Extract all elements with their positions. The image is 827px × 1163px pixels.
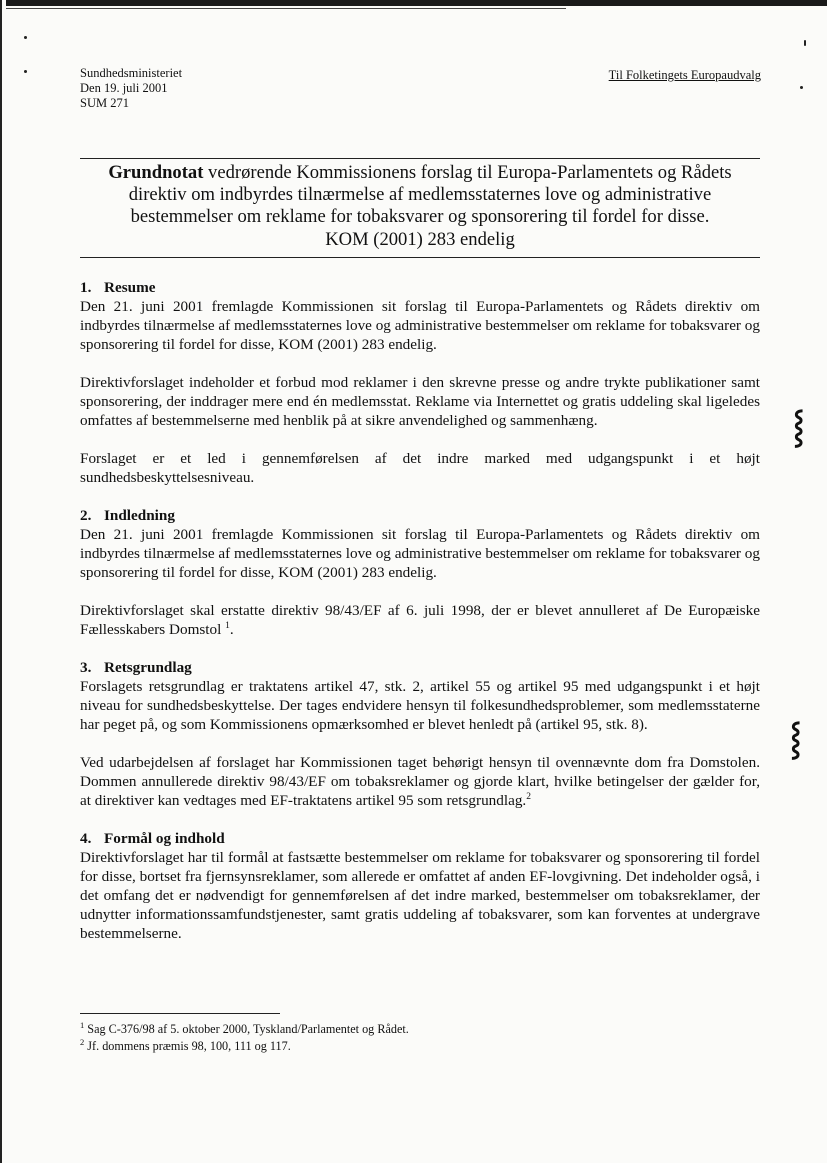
scan-top-line xyxy=(6,8,566,9)
scan-speck xyxy=(24,36,27,39)
footnotes xyxy=(80,1021,409,1055)
punch-hole-mark: ⸾ xyxy=(790,719,802,757)
title-rule-bottom xyxy=(80,257,760,258)
punch-hole-mark: ⸾ xyxy=(793,407,805,445)
retsgrundlag-paragraph-1: Forslagets retsgrundlag er traktatens artikel 47, stk. 2, artikel 55 og artikel 95 med udgangspunkt i et højt niveau for sundhedsbeskyttelse. Der tages endvidere hensyn til folkesundhedsproblemer, som medlemsstaterne har peget på, og som Kommissionens opmærksomhed er blevet henledt på (artikel 95, stk. 8). xyxy=(80,678,760,733)
scan-top-border xyxy=(6,0,827,6)
footnote-ref-1[interactable]: 1 xyxy=(225,620,230,631)
section-heading-indledning: 2. Indledning xyxy=(80,507,175,524)
resume-paragraph-1: Den 21. juni 2001 fremlagde Kommissionen sit forslag til Europa-Parlamentets og Rådets direktiv om indbyrdes tilnærmelse af medlemsstaternes love og administrative bestemmelser om reklame for tobaksvarer og sponsorering til fordel for disse, KOM (2001) 283 endelig. xyxy=(80,298,760,353)
sender-block xyxy=(80,66,182,111)
document-body xyxy=(80,278,760,962)
footnote-separator xyxy=(80,1013,280,1014)
sender-date: Den 19. juli 2001 xyxy=(80,81,168,95)
sender-ministry: Sundhedsministeriet xyxy=(80,66,183,80)
scan-speck xyxy=(24,70,27,73)
indledning-paragraph-2: Direktivforslaget skal erstatte direktiv 98/43/EF af 6. juli 1998, der er blevet annulleret af De Europæiske Fællesskabers Domstol $^1$. xyxy=(80,602,760,638)
footnote-ref-2[interactable]: 2 xyxy=(526,791,531,802)
retsgrundlag-paragraph-2: Ved udarbejdelsen af forslaget har Kommissionen taget behørigt hensyn til ovennævnte dom fra Domstolen. Dommen annullerede direktiv 98/43/EF om tobaksreklamer og gjorde klart, hvilke betingelser der gælder for, at direktiver kan vedtages med EF-traktatens artikel 95 som retsgrundlag.$^2$ xyxy=(80,754,760,809)
title-rule-top xyxy=(80,158,760,159)
footnote-1: $^1$ Sag C-376/98 af 5. oktober 2000, Tyskland/Parlamentet og Rådet. xyxy=(80,1019,409,1036)
recipient: Til Folketingets Europaudvalg xyxy=(608,68,761,82)
section-heading-retsgrundlag: 3. Retsgrundlag xyxy=(80,659,192,676)
title-lead: Grundnotat xyxy=(108,162,204,183)
scan-speck xyxy=(800,86,803,89)
formaal-paragraph-1: Direktivforslaget har til formål at fastsætte bestemmelser om reklame for tobaksvarer og sponsorering til fordel for disse, bortset fra fjernsynsreklamer, som allerede er omfattet af anden EF-lovgivning. Det indeholder også, i det omfang det er nødvendigt for gennemførelsen af det indre marked, bestemmelser om tobaksreklamer, der udnytter informationssamfundstjenester, samt gratis uddeling af tobaksvarer, som kan forventes at undergrave bestemmelserne. xyxy=(80,849,760,942)
title-rest: vedrørende Kommissionens forslag til Europa-Parlamentets og Rådets direktiv om indbyrdes tilnærmelse af medlemsstaternes love og administrative bestemmelser om reklame for tobaksvarer og sponsorering til fordel for disse. xyxy=(128,162,732,227)
section-heading-formaal: 4. Formål og indhold xyxy=(80,830,225,847)
document-title xyxy=(80,162,760,228)
indledning-paragraph-1: Den 21. juni 2001 fremlagde Kommissionen sit forslag til Europa-Parlamentets og Rådets direktiv om indbyrdes tilnærmelse af medlemsstaternes love og administrative bestemmelser om reklame for tobaksvarer og sponsorering til fordel for disse, KOM (2001) 283 endelig. xyxy=(80,526,760,581)
resume-paragraph-3: Forslaget er et led i gennemførelsen af det indre marked med udgangspunkt i et højt sundhedsbeskyttelsesniveau. xyxy=(80,450,760,486)
resume-paragraph-2: Direktivforslaget indeholder et forbud mod reklamer i den skrevne presse og andre trykte publikationer samt sponsorering, der inddrager mere end én medlemsstat. Reklame via Internettet og gratis uddeling skal ligeledes omfattes af bestemmelserne med henblik på at sikre anvendelighed og sammenhæng. xyxy=(80,374,760,429)
scan-speck xyxy=(804,40,806,46)
document-reference: KOM (2001) 283 endelig xyxy=(325,229,515,250)
title-block xyxy=(80,160,760,251)
section-heading-resume: 1. Resume xyxy=(80,279,156,296)
sender-ref: SUM 271 xyxy=(80,96,129,110)
scan-left-border xyxy=(0,0,2,1163)
footnote-2: $^2$ Jf. dommens præmis 98, 100, 111 og 117. xyxy=(80,1036,291,1053)
